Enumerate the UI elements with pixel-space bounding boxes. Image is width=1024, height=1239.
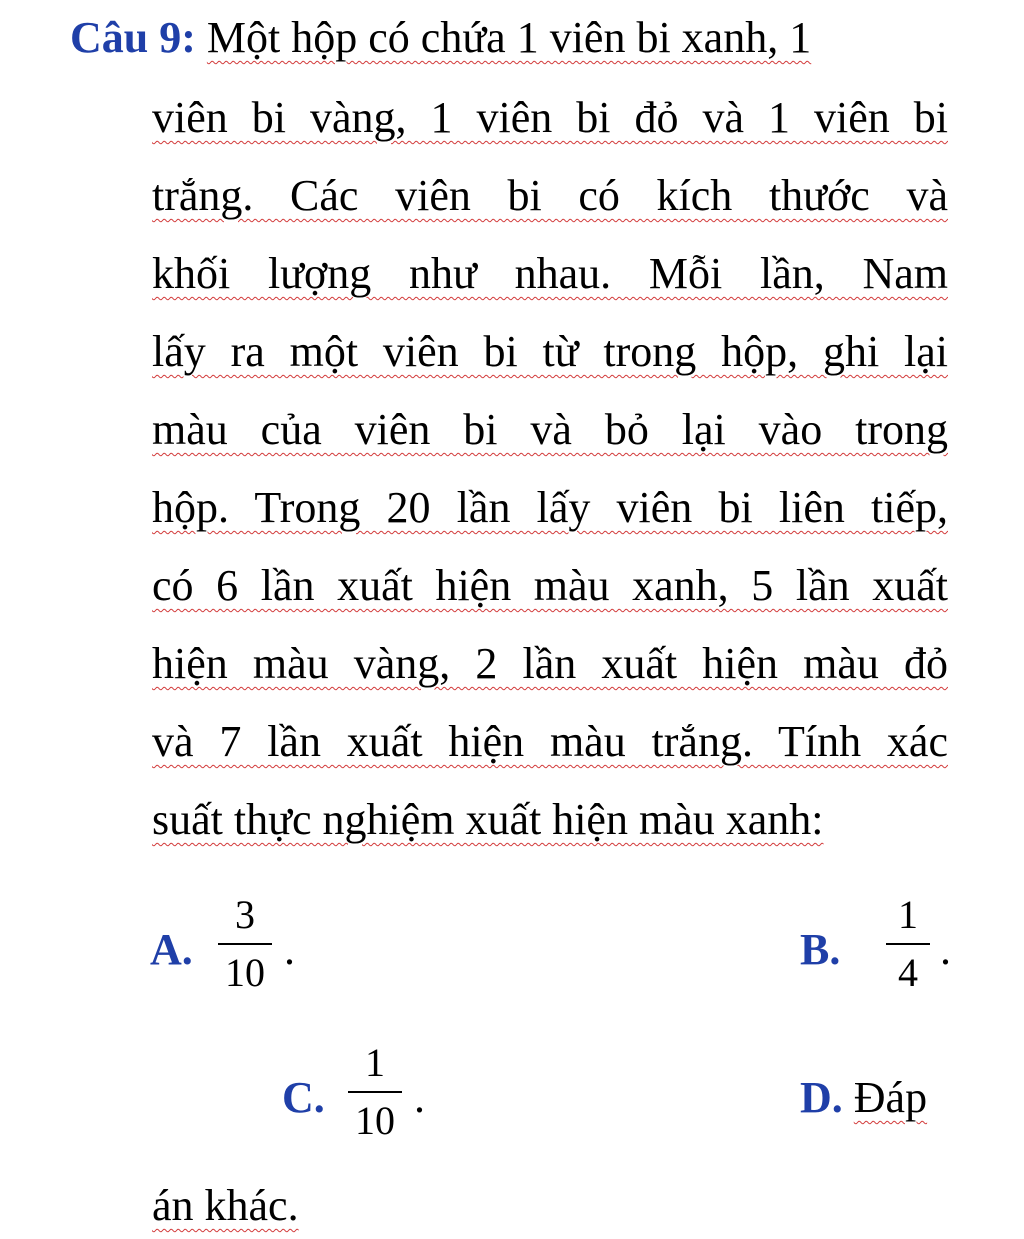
option-a-label[interactable]	[150, 924, 193, 976]
option-c-period: .	[414, 1073, 425, 1122]
question-line-7	[152, 482, 948, 534]
question-text-line: suất thực nghiệm xuất hiện màu xanh:	[152, 795, 824, 844]
option-a-numerator: 3	[235, 892, 255, 937]
question-line-10	[152, 716, 948, 768]
question-text-line: Một hộp có chứa 1 viên bi xanh, 1	[206, 13, 812, 62]
question-line-4	[152, 248, 948, 300]
question-text-line: viên bi vàng, 1 viên bi đỏ và 1 viên bi	[152, 93, 948, 142]
option-d-text: Đáp	[853, 1073, 928, 1122]
option-d-continuation-line	[152, 1180, 299, 1232]
question-text-line: và 7 lần xuất hiện màu trắng. Tính xác	[152, 717, 948, 766]
question-line-6	[152, 404, 948, 456]
question-text-line: màu của viên bi và bỏ lại vào trong	[152, 405, 948, 454]
option-c-letter: C.	[282, 1073, 325, 1122]
option-c-fraction	[348, 1041, 402, 1143]
question-line-9	[152, 638, 948, 690]
option-d-label[interactable]	[800, 1072, 927, 1124]
option-d-continuation: án khác.	[152, 1181, 299, 1230]
option-a-letter: A.	[150, 925, 193, 974]
question-text-line: hiện màu vàng, 2 lần xuất hiện màu đỏ	[152, 639, 948, 688]
question-text-line: lấy ra một viên bi từ trong hộp, ghi lại	[152, 327, 948, 376]
option-c-numerator: 1	[365, 1040, 385, 1085]
question-text-line: hộp. Trong 20 lần lấy viên bi liên tiếp,	[152, 483, 948, 532]
option-b-fraction	[886, 893, 930, 995]
question-line-11	[152, 794, 948, 846]
question-line-5	[152, 326, 948, 378]
option-b-period: .	[940, 925, 951, 974]
question-line-2	[152, 92, 948, 144]
fraction-bar	[348, 1091, 402, 1093]
fraction-bar	[218, 943, 272, 945]
option-b-label[interactable]	[800, 924, 840, 976]
question-line-1	[70, 12, 950, 64]
option-c-denominator: 10	[355, 1098, 395, 1143]
question-line-3	[152, 170, 948, 222]
question-text-line: có 6 lần xuất hiện màu xanh, 5 lần xuất	[152, 561, 948, 610]
option-a-fraction	[218, 893, 272, 995]
question-text-line: trắng. Các viên bi có kích thước và	[152, 171, 948, 220]
question-label: Câu 9:	[70, 13, 196, 62]
option-d-letter: D.	[800, 1073, 843, 1122]
option-b-denominator: 4	[898, 950, 918, 995]
option-a-denominator: 10	[225, 950, 265, 995]
fraction-bar	[886, 943, 930, 945]
question-text-line: khối lượng như nhau. Mỗi lần, Nam	[152, 249, 948, 298]
option-c-label[interactable]	[282, 1072, 325, 1124]
option-b-numerator: 1	[898, 892, 918, 937]
option-b-letter: B.	[800, 925, 841, 974]
question-line-8	[152, 560, 948, 612]
option-a-period: .	[284, 925, 295, 974]
